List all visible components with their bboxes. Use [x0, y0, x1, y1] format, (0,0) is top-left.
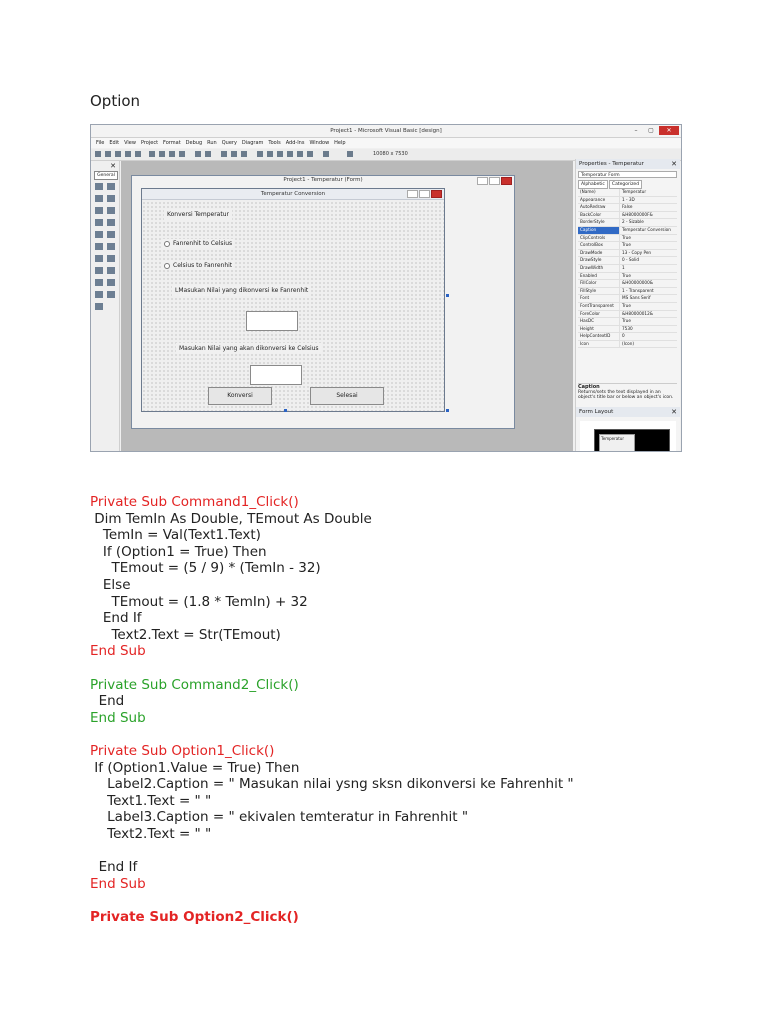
form-caption: Temperatur Conversion — [142, 189, 444, 200]
code-line — [90, 892, 730, 909]
minimize-icon[interactable] — [477, 177, 488, 185]
property-description: Caption Returns/sets the text displayed in an object's title bar or below an object's icon. — [578, 383, 677, 406]
code-line: If (Option1.Value = True) Then — [90, 759, 300, 776]
properties-window-icon[interactable] — [267, 151, 273, 157]
property-row[interactable]: FillStyle 1 - Transparent — [578, 288, 677, 296]
property-row[interactable]: HelpContextID 0 — [578, 333, 677, 341]
code-line: Text2.Text = Str(TEmout) — [90, 626, 281, 643]
add-project-icon[interactable] — [95, 151, 101, 157]
checkbox-tool-icon[interactable] — [95, 219, 103, 226]
open-icon[interactable] — [125, 151, 131, 157]
position-icon — [347, 151, 353, 157]
code-line: End Sub — [90, 643, 146, 660]
project-explorer-icon[interactable] — [257, 151, 263, 157]
code-line — [90, 660, 730, 677]
option1-fahrenheit-to-celsius[interactable] — [162, 239, 234, 248]
radio-icon — [164, 241, 170, 247]
property-row[interactable]: Enabled True — [578, 273, 677, 281]
form-layout-panel — [580, 421, 676, 452]
menu-help[interactable]: Help — [334, 140, 346, 146]
vb-ide-screenshot — [90, 124, 682, 452]
tab-categorized[interactable]: Categorized — [609, 180, 642, 189]
command1-konversi-button[interactable]: Konversi — [208, 387, 272, 405]
undo-icon[interactable] — [195, 151, 201, 157]
property-row[interactable]: AutoRedraw False — [578, 204, 677, 212]
label-konversi-temperatur[interactable]: Konversi Temperatur — [164, 209, 232, 220]
property-row[interactable]: Font MS Sans Serif — [578, 295, 677, 303]
ole-tool-icon[interactable] — [95, 303, 103, 310]
properties-title: Properties - Temperatur ✕ — [576, 159, 680, 169]
form-size-readout: 10080 x 7530 — [373, 151, 408, 157]
save-icon[interactable] — [135, 151, 141, 157]
close-icon[interactable]: ✕ — [671, 160, 677, 168]
vscroll-tool-icon[interactable] — [107, 243, 115, 250]
menu-run[interactable]: Run — [207, 140, 217, 146]
menu-tools[interactable]: Tools — [268, 140, 281, 146]
resize-handle[interactable] — [446, 409, 449, 412]
menu-window[interactable]: Window — [309, 140, 330, 146]
hscroll-tool-icon[interactable] — [95, 243, 103, 250]
code-line: Text1.Text = " " — [90, 792, 212, 809]
designer-area — [121, 161, 573, 451]
property-row[interactable]: BackColor &H8000000F& — [578, 212, 677, 220]
property-row[interactable]: BorderStyle 2 - Sizable — [578, 219, 677, 227]
code-line: Private Sub Command2_Click() — [90, 676, 299, 693]
code-line — [90, 726, 730, 743]
property-row[interactable]: DrawWidth 1 — [578, 265, 677, 273]
code-line: End — [90, 693, 125, 710]
close-icon[interactable] — [431, 190, 442, 198]
property-row[interactable]: DrawStyle 0 - Solid — [578, 257, 677, 265]
toolbox-panel — [93, 161, 120, 451]
property-row[interactable]: ClipControls True — [578, 235, 677, 243]
code-line: Text2.Text = " " — [90, 825, 212, 842]
redo-icon[interactable] — [205, 151, 211, 157]
line-tool-icon[interactable] — [107, 279, 115, 286]
code-line: TemIn = Val(Text1.Text) — [90, 527, 261, 544]
form-designer-title: Project1 - Temperatur (Form) — [283, 177, 363, 183]
property-row[interactable]: Icon (Icon) — [578, 341, 677, 349]
menu-file[interactable]: File — [96, 140, 105, 146]
code-line: Private Sub Option1_Click() — [90, 742, 275, 759]
code-line: End Sub — [90, 709, 146, 726]
close-icon[interactable] — [501, 177, 512, 185]
stop-icon[interactable] — [241, 151, 247, 157]
property-row[interactable]: ForeColor &H80000012& — [578, 311, 677, 319]
commandbutton-tool-icon[interactable] — [107, 207, 115, 214]
code-line: If (Option1 = True) Then — [90, 543, 267, 560]
label2[interactable]: LMasukan Nilai yang dikonversi ke Fanrenhit — [172, 285, 311, 296]
object-browser-icon[interactable] — [287, 151, 293, 157]
radio-icon — [164, 263, 170, 269]
toolbox-tab-general[interactable]: General — [94, 171, 118, 180]
temperature-form[interactable] — [141, 188, 445, 412]
layout-form-preview[interactable]: Temperatur — [599, 434, 635, 452]
toolbox-icon[interactable] — [297, 151, 303, 157]
property-row[interactable]: Appearance 1 - 3D — [578, 197, 677, 205]
menu-query[interactable]: Query — [221, 140, 237, 146]
form-designer-window — [131, 175, 515, 429]
close-icon[interactable]: ✕ — [659, 126, 679, 135]
menu-project[interactable]: Project — [140, 140, 159, 146]
code-line: Private Sub Option2_Click() — [90, 908, 299, 925]
data-view-icon[interactable] — [307, 151, 313, 157]
code-line: Else — [90, 576, 131, 593]
close-icon[interactable]: ✕ — [671, 408, 677, 416]
minimize-icon[interactable] — [407, 190, 418, 198]
ide-titlebar — [91, 125, 681, 138]
add-form-icon[interactable] — [105, 151, 111, 157]
filelist-tool-icon[interactable] — [107, 267, 115, 274]
command2-selesai-button[interactable]: Selesai — [310, 387, 384, 405]
form-layout-icon[interactable] — [277, 151, 283, 157]
textbox-tool-icon[interactable] — [107, 195, 115, 202]
timer-tool-icon[interactable] — [95, 255, 103, 262]
ide-menubar — [91, 138, 682, 148]
code-line: End If — [90, 859, 138, 876]
run-icon[interactable] — [221, 151, 227, 157]
property-row[interactable]: FillColor &H00000000& — [578, 280, 677, 288]
text1-input[interactable] — [246, 311, 298, 331]
ide-window-title: Project1 - Microsoft Visual Basic [design] — [330, 128, 442, 134]
property-row[interactable]: HasDC True — [578, 318, 677, 326]
option2-celsius-to-fahrenheit[interactable] — [162, 261, 234, 270]
code-listing — [90, 494, 730, 925]
tab-alphabetic[interactable]: Alphabetic — [578, 180, 608, 189]
find-icon[interactable] — [179, 151, 185, 157]
label3[interactable]: Masukan Nilai yang akan dikonversi ke Celsius — [176, 343, 322, 354]
code-line: Label2.Caption = " Masukan nilai ysng sksn dikonversi ke Fahrenhit " — [90, 776, 574, 793]
pause-icon[interactable] — [231, 151, 237, 157]
code-line: TEmout = (1.8 * TemIn) + 32 — [90, 593, 308, 610]
data-tool-icon[interactable] — [107, 291, 115, 298]
properties-panel — [575, 159, 680, 451]
image-tool-icon[interactable] — [95, 291, 103, 298]
code-line: Private Sub Command1_Click() — [90, 494, 299, 510]
option1-label: Fanrenhit to Celsius — [173, 240, 233, 247]
minimize-icon[interactable]: – — [634, 127, 638, 134]
maximize-icon[interactable] — [419, 190, 430, 198]
frame-tool-icon[interactable] — [95, 207, 103, 214]
paste-icon[interactable] — [169, 151, 175, 157]
form-layout-title: Form Layout ✕ — [576, 407, 680, 417]
code-line: Dim TemIn As Double, TEmout As Double — [90, 510, 372, 527]
pointer-tool-icon[interactable] — [95, 183, 103, 190]
property-row[interactable]: DrawMode 13 - Copy Pen — [578, 250, 677, 258]
menu-edit[interactable]: Edit — [109, 140, 120, 146]
drivelist-tool-icon[interactable] — [107, 255, 115, 262]
menu-format[interactable]: Format — [163, 140, 181, 146]
menu-debug[interactable]: Debug — [185, 140, 203, 146]
menu-addins[interactable]: Add-Ins — [285, 140, 305, 146]
menu-diagram[interactable]: Diagram — [241, 140, 264, 146]
property-row[interactable]: ControlBox True — [578, 242, 677, 250]
code-line: Label3.Caption = " ekivalen temteratur in Fahrenhit " — [90, 809, 469, 826]
dirlist-tool-icon[interactable] — [95, 267, 103, 274]
property-grid — [578, 189, 677, 348]
menu-view[interactable]: View — [124, 140, 136, 146]
option2-label: Celsius to Fanrenhit — [173, 262, 233, 269]
property-row[interactable]: Height 7530 — [578, 326, 677, 334]
label-tool-icon[interactable] — [95, 195, 103, 202]
layout-screen — [594, 429, 670, 452]
section-heading: Option — [90, 92, 141, 110]
optionbutton-tool-icon[interactable] — [107, 219, 115, 226]
object-selector[interactable]: Temperatur Form — [578, 171, 677, 178]
maximize-icon[interactable]: ▢ — [648, 127, 654, 134]
menu-editor-icon[interactable] — [115, 151, 121, 157]
code-line: End Sub — [90, 875, 146, 892]
code-line: End If — [90, 610, 142, 627]
component-icon[interactable] — [323, 151, 329, 157]
text2-input[interactable] — [250, 365, 302, 385]
code-line — [90, 842, 730, 859]
listbox-tool-icon[interactable] — [107, 231, 115, 238]
property-row[interactable]: (Name) Temperatur — [578, 189, 677, 197]
combobox-tool-icon[interactable] — [95, 231, 103, 238]
copy-icon[interactable] — [159, 151, 165, 157]
shape-tool-icon[interactable] — [95, 279, 103, 286]
resize-handle[interactable] — [284, 409, 287, 412]
resize-handle[interactable] — [446, 294, 449, 297]
code-line: TEmout = (5 / 9) * (TemIn - 32) — [90, 560, 321, 577]
cut-icon[interactable] — [149, 151, 155, 157]
property-row[interactable]: FontTransparent True — [578, 303, 677, 311]
picturebox-tool-icon[interactable] — [107, 183, 115, 190]
property-row-selected[interactable]: Caption Temperatur Conversion — [578, 227, 677, 235]
maximize-icon[interactable] — [489, 177, 500, 185]
close-icon[interactable]: ✕ — [110, 162, 116, 170]
